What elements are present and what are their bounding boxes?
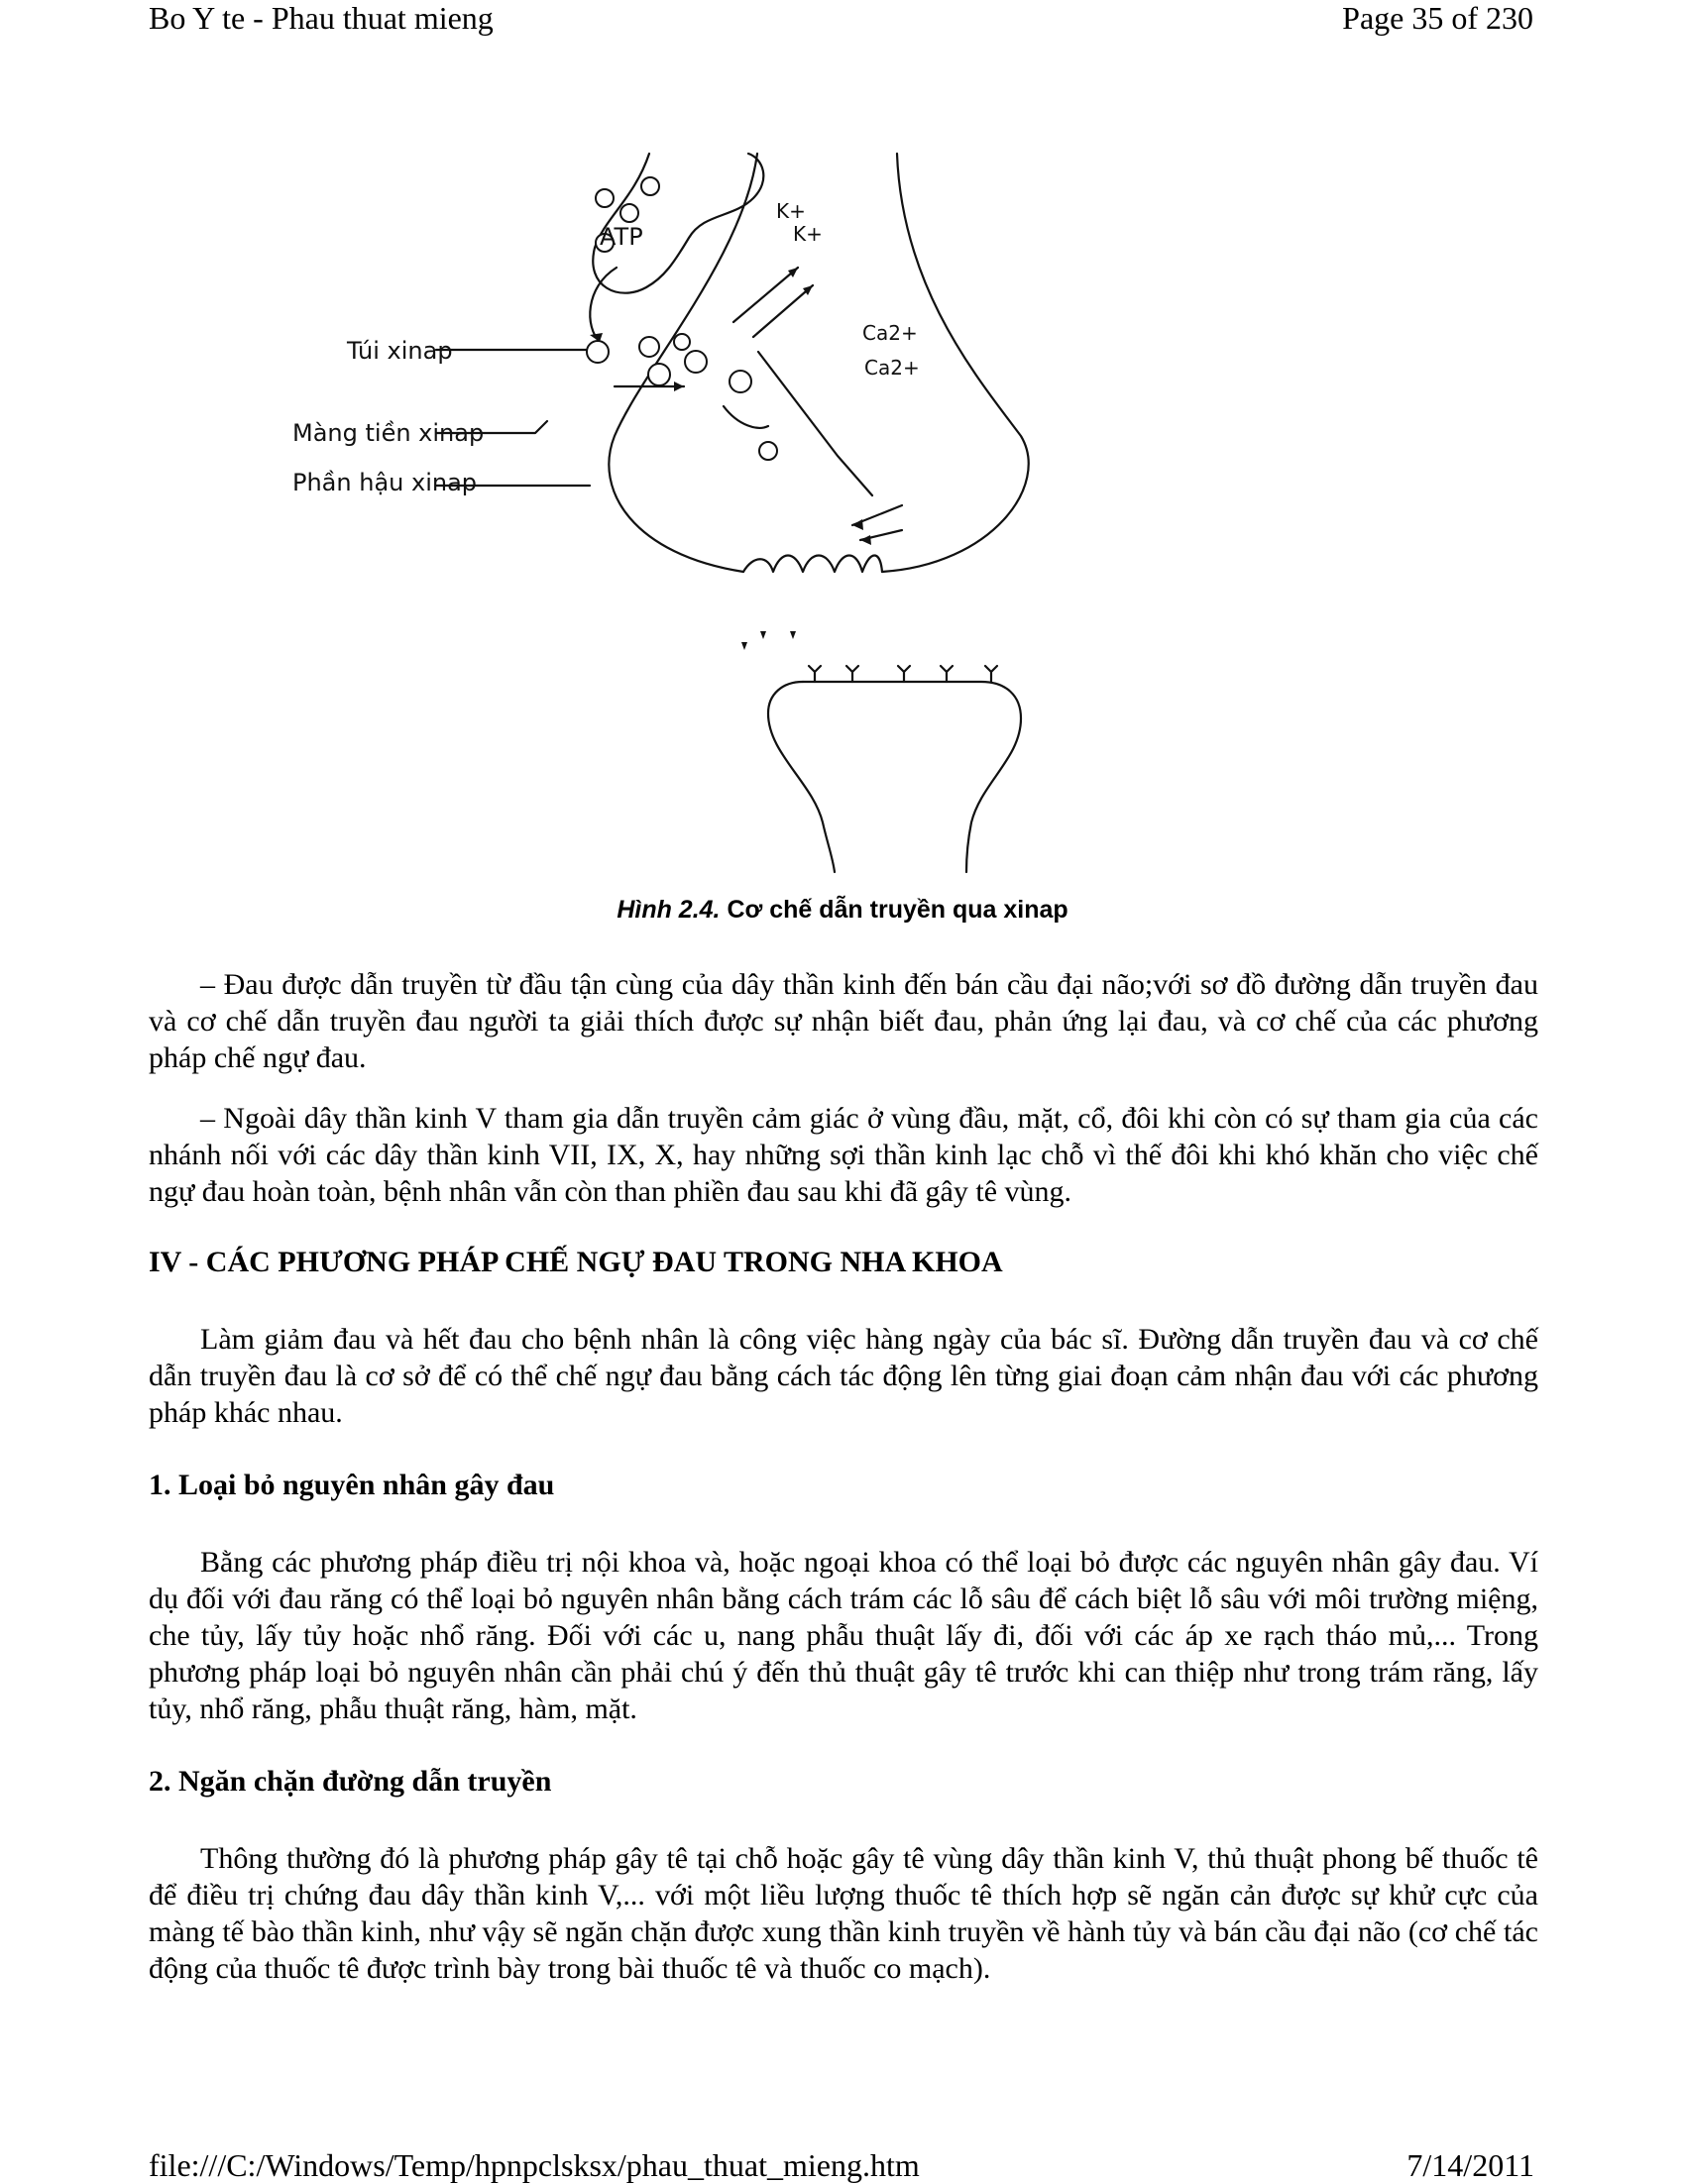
- label-atp: ATP: [600, 223, 643, 251]
- vesicle-3: [674, 334, 690, 350]
- figure-caption: [0, 896, 1685, 925]
- paragraph: – Đau được dẫn truyền từ đầu tận cùng của dây thần kinh đến bán cầu đại não;với sơ đồ đường dẫn truyền đau và cơ chế dẫn truyền đau người ta giải thích được sự nhận biết đau, phản ứng lại đau, và cơ chế của các phương pháp chế ngự đau.: [149, 968, 1538, 1074]
- paragraph-1-block: [149, 966, 1538, 1076]
- label-k1: K+: [776, 199, 806, 223]
- ca-arrowhead-1: [852, 519, 863, 530]
- terminal-vesicle-2: [620, 204, 638, 222]
- page-number: Page 35 of 230: [1342, 0, 1533, 36]
- receptor-3: [898, 666, 910, 682]
- label-k2: K+: [793, 222, 823, 246]
- postsynaptic-membrane: [768, 682, 835, 872]
- label-tui-xinap: Túi xinap: [347, 337, 453, 365]
- section-heading: IV - CÁC PHƯƠNG PHÁP CHẾ NGỰ ĐAU TRONG NHA KHOA: [149, 1246, 1003, 1278]
- vesicle-flow-arrow: [724, 406, 768, 428]
- k-arrow-1: [733, 268, 798, 322]
- label-ca1: Ca2+: [862, 321, 918, 345]
- vesicle-1: [587, 341, 609, 363]
- subheading-1: 1. Loại bỏ nguyên nhân gây đau: [149, 1469, 555, 1501]
- receptor-4: [941, 666, 953, 682]
- subheading-2: 2. Ngăn chặn đường dẫn truyền: [149, 1765, 552, 1798]
- released-transmitter-3: [790, 631, 796, 639]
- receptor-1: [809, 666, 821, 682]
- k-arrow-2: [753, 285, 813, 337]
- paragraph: – Ngoài dây thần kinh V tham gia dẫn truyền cảm giác ở vùng đầu, mặt, cổ, đôi khi còn có sự tham gia của các nhánh nối với các dây thần kinh VII, IX, X, hay những sợi thần kinh lạc chỗ vì thế đôi khi khó khăn cho việc chế ngự đau hoàn toàn, bệnh nhân vẫn còn than phiền đau sau khi đã gây tê vùng.: [149, 1102, 1538, 1208]
- footer-date: 7/14/2011: [1406, 2147, 1534, 2183]
- paragraph-5-block: [149, 1840, 1538, 1987]
- header-title: Bo Y te - Phau thuat mieng: [149, 0, 494, 36]
- postsynaptic-membrane-right: [803, 682, 1021, 872]
- flow-arrowhead: [674, 382, 684, 391]
- paragraph-4-block: [149, 1544, 1538, 1727]
- vesicle-7: [759, 442, 777, 460]
- figure-number: Hình 2.4.: [617, 896, 721, 924]
- vesicle-5: [648, 364, 670, 385]
- receptor-2: [846, 666, 858, 682]
- vesicle-4: [685, 351, 707, 373]
- paragraph: Bằng các phương pháp điều trị nội khoa và, hoặc ngoại khoa có thể loại bỏ được các nguyên nhân gây đau. Ví dụ đối với đau răng có thể loại bỏ nguyên nhân bằng cách trám các lỗ sâu để cách biệt lỗ sâu với môi trường miệng, che tủy, lấy tủy hoặc nhổ răng. Đối với các u, nang phẫu thuật lấy đi, đối với các áp xe rạch tháo mủ,... Trong phương pháp loại bỏ nguyên nhân cần phải chú ý đến thủ thuật gây tê trước khi can thiệp như trong trám răng, lấy tủy, nhổ răng, phẫu thuật răng, hàm, mặt.: [149, 1546, 1538, 1725]
- terminal-vesicle-1: [596, 189, 614, 207]
- receptor-5: [985, 666, 997, 682]
- atp-arrow: [590, 268, 617, 342]
- presynaptic-membrane: [743, 556, 882, 573]
- label-phan-hau-xinap: Phần hậu xinap: [292, 469, 478, 496]
- vesicle-2: [639, 337, 659, 357]
- paragraph: Làm giảm đau và hết đau cho bệnh nhân là công việc hàng ngày của bác sĩ. Đường dẫn truyền đau và cơ chế dẫn truyền đau là cơ sở để có thể chế ngự đau bằng cách tác động lên từng giai đoạn cảm nhận đau với các phương pháp khác nhau.: [149, 1323, 1538, 1429]
- synapse-figure: [292, 139, 1318, 872]
- terminal-vesicle-3: [641, 177, 659, 195]
- ca-arrowhead-2: [860, 535, 871, 545]
- released-transmitter-1: [741, 642, 747, 650]
- synapse-diagram: [292, 139, 1318, 872]
- paragraph-3-block: [149, 1321, 1538, 1431]
- figure-caption-text: Cơ chế dẫn truyền qua xinap: [720, 896, 1068, 924]
- ion-channel-line: [758, 352, 872, 495]
- vesicle-6: [730, 371, 751, 392]
- paragraph: Thông thường đó là phương pháp gây tê tại chỗ hoặc gây tê vùng dây thần kinh V, thủ thuật phong bế thuốc tê để điều trị chứng đau dây thần kinh V,... với một liều lượng thuốc tê thích hợp sẽ ngăn cản được sự khử cực của màng tế bào thần kinh, như vậy sẽ ngăn chặn được xung thần kinh truyền về hành tủy và bán cầu đại não (cơ chế tác động của thuốc tê được trình bày trong bài thuốc tê và thuốc co mạch).: [149, 1842, 1538, 1985]
- label-mang-tien-xinap: Màng tiền xinap: [292, 419, 485, 447]
- label-ca2: Ca2+: [864, 356, 920, 380]
- footer-file-path: file:///C:/Windows/Temp/hpnpclsksx/phau_thuat_mieng.htm: [149, 2147, 920, 2183]
- released-transmitter-2: [760, 631, 766, 639]
- paragraph-2-block: [149, 1100, 1538, 1210]
